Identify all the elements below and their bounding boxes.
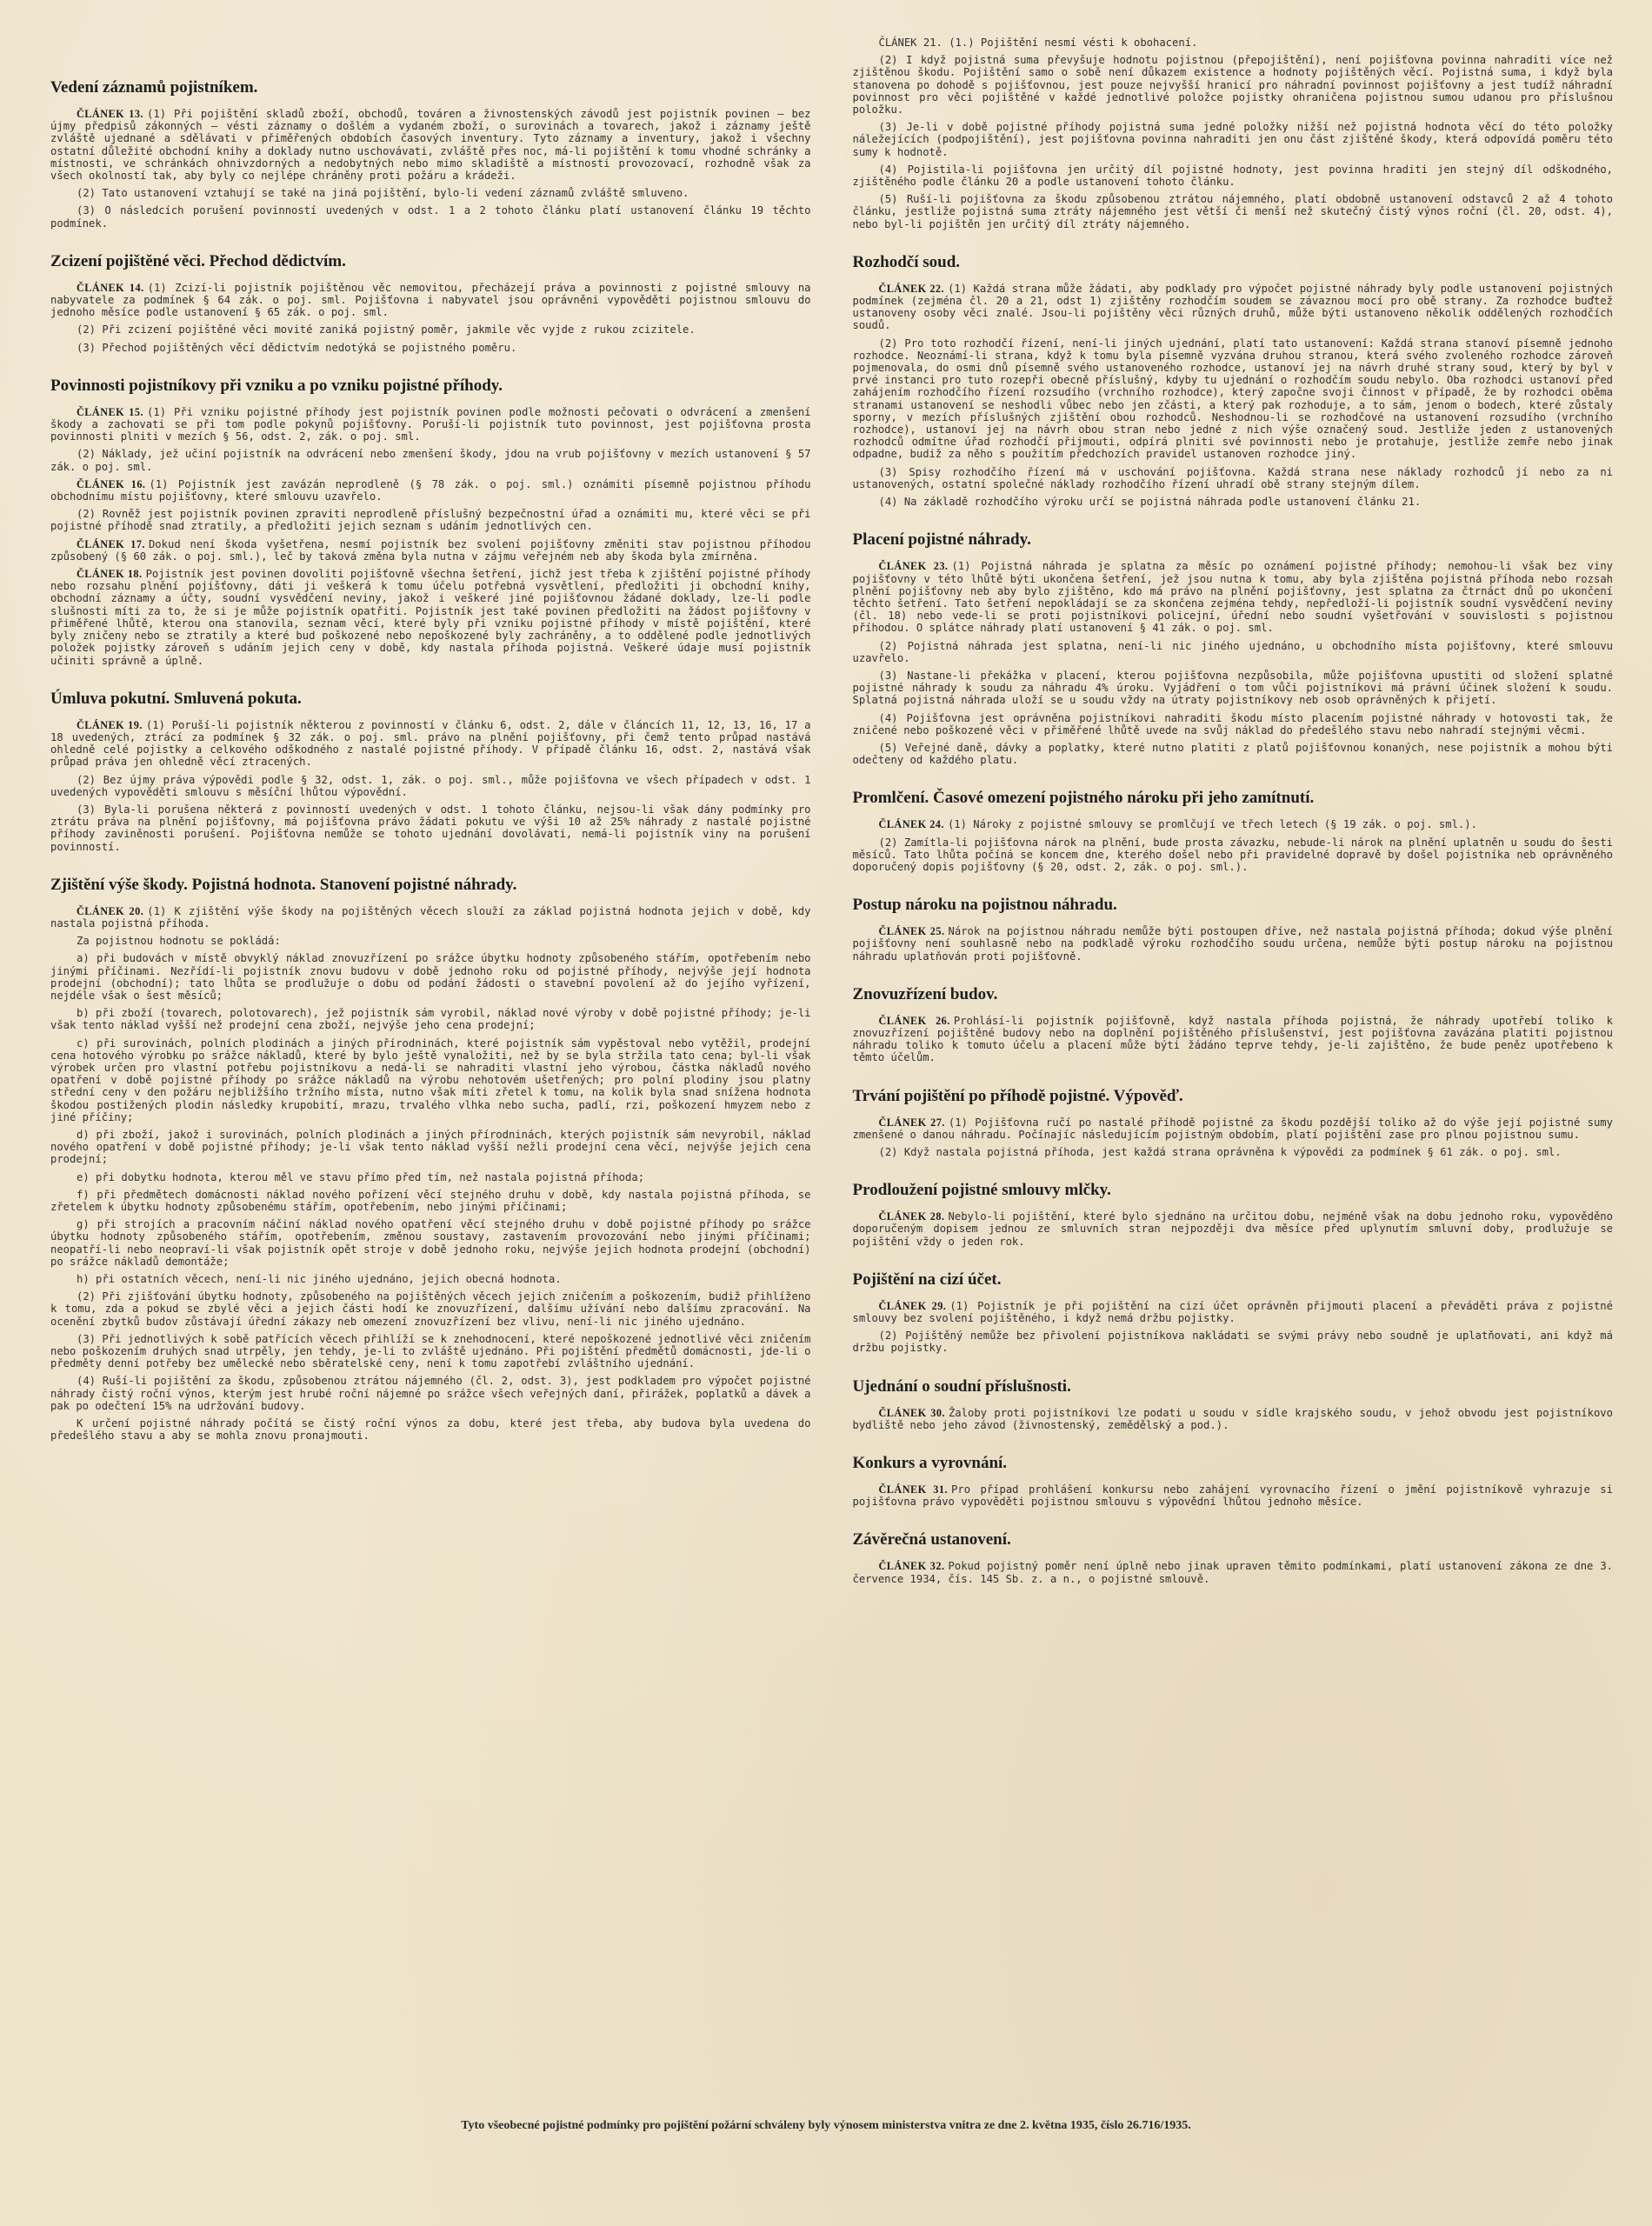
paragraph-text: (2) Pro toto rozhodčí řízení, není-li jiných ujednání, platí tato ustanovení: Každá strana stanoví písemně jednoho rozhodce. Neoznámí-li strana, když k tomu byla písemně vyzvána druhou stranou, která svého zvoleného rozhodce zároveň pojmenovala, do osmi dnů písemně svého ustanoveného rozhodce, ustanoví jej na návrh druhé strany soud, který by byl v prvé instanci pro tuto rozepři obecně příslušný, kdyby tu ujednání o rozhodčím soudu nebylo. Oba rozhodci ustanoví před zahájením rozhodčího řízení rozsudího (vrchního rozhodce), který započne svoji činnost v případě, že by rozhodci oběma stranami ustanovení se neshodli vůbec nebo jen zčásti, a který pak rozhoduje, a to sám, jenom o bodech, které zůstaly sporny, v mezích příslušných zjištění obou rozhodců. Neshodnou-li se rozhodčové na ustanovení rozsudího (vrchního rozhodce), ustanoví jej na návrh obou stran nebo jedné z nich výše označený soud. Jestliže jeden z ustanovených rozhodců odmítne úřad rozhodčí přijmouti, odpírá plniti své povinnosti nebo je protahuje, jestliže zemře nebo jinak odpadne, budiž za něho s použitím předchozích pravidel ustanoven rozhodce jiný. <box>852 337 1613 461</box>
paragraph <box>853 640 1614 664</box>
paragraph-text: (5) Ruší-li pojišťovna za škodu způsobenou ztrátou nájemného, platí obdobně ustanovení odstavců 2 až 4 tohoto článku, jestliže pojistná suma ztráty nájemného jest větší či menší než skutečný čistý výnos roční (čl. 20, odst. 4), nebo byl-li pojištěn jen určitý díl ztráty nájemného. <box>852 193 1613 230</box>
paragraph-text: (1) Každá strana může žádati, aby podklady pro výpočet pojistné náhrady byly podle ustanovení pojistných podmínek (zejména čl. 20 a 21, odst 1) zjištěny rozhodčím soudem se závaznou mocí pro obě strany. Za rozhodce buďtež ustanoveny osoby věci znalé. Jsou-li pojištěny věci různých druhů, může býti ustanoveno několik oddělených rozhodčích soudů. <box>852 282 1613 332</box>
paragraph-text: (3) Nastane-li překážka v placení, kterou pojišťovna nezpůsobila, může pojišťovna upustiti od složení splatné pojistné náhrady k soudu za náhradu 4% úroku. Vyjádření o tom vůči pojistníkovi má právní účinek složení k soudu. Splatná pojistná náhrada uloží se u soudu vždy na útraty pojistníkovy neb osob oprávněných k přijetí. <box>852 669 1613 707</box>
article-number: ČLÁNEK 32. <box>878 1560 945 1573</box>
paragraph-text: (3) O následcích porušení povinností uvedených v odst. 1 a 2 tohoto článku platí ustanovení článku 19 těchto podmínek. <box>50 204 811 230</box>
paragraph-text: (4) Ruší-li pojištění za škodu, způsobenou ztrátou nájemného (čl. 2, odst. 3), jest podkladem pro výpočet pojistné náhrady čistý roční výnos, kterým jest hrubé roční nájemné po srážce všech veřejných daní, přirážek, poplatků a dávek a pak po odečtení 15% na udržování budovy. <box>50 1375 811 1412</box>
section-heading-vedeni-zaznamu-pojistnikem: Vedení záznamů pojistníkem. <box>50 78 258 97</box>
article-number: ČLÁNEK 14. <box>77 281 144 294</box>
section-heading-pojisteni-na-cizi-ucet: Pojištění na cizí účet. <box>852 1270 1002 1289</box>
paragraph-text: Za pojistnou hodnotu se pokládá: <box>77 935 281 948</box>
paragraph <box>853 1015 1614 1064</box>
paragraph <box>50 1333 811 1370</box>
paragraph <box>50 108 811 182</box>
paragraph <box>50 1218 811 1268</box>
paragraph <box>853 54 1614 116</box>
paragraph <box>50 952 811 1002</box>
article-number: ČLÁNEK 15. <box>77 405 144 418</box>
section-heading-ujednani-o-soudni-prislusnosti: Ujednání o soudní příslušnosti. <box>852 1376 1071 1396</box>
paragraph <box>853 193 1614 230</box>
paragraph <box>50 568 811 667</box>
paragraph-text: (3) Při jednotlivých k sobě patřících věcech přihlíží se k znehodnocení, které nepoškozené jednotlivé věci zničením nebo poškozením druhých snad utrpěly, jen tehdy, je-li to zvláště ujednáno. Při pojištění předmětů domácnosti, jde-li o předměty denní potřeby bez umělecké nebo sběratelské ceny, není k tomu zapotřebí zvláštního ujednání. <box>50 1332 811 1370</box>
paragraph-text: Nárok na pojistnou náhradu nemůže býti postoupen dříve, než nastala pojistná příhoda; dokud výše plnění pojišťovny není souhlasně nebo na podkladě výroku rozhodčího soudu určena, nemůže býti postup nároku na pojistnou náhradu uplatňován proti pojišťovně. <box>852 925 1613 963</box>
paragraph-text: (2) Pojistná náhrada jest splatna, není-li nic jiného ujednáno, u obchodního místa pojišťovny, které smlouvu uzavřelo. <box>852 639 1613 664</box>
paragraph <box>50 803 811 853</box>
paragraph <box>853 1330 1614 1354</box>
paragraph-text: (1) Pojistná náhrada je splatna za měsíc po oznámení pojistné příhody; nemohou-li však bez viny pojišťovny v této lhůtě býti ukončena šetření, jež jsou nutna k tomu, aby byla zjištěna pojistná příhoda nebo rozsah plnění pojišťovny neb aby bylo zjištěno, kdo má právo na plnění pojišťovny, jest splatna za čtrnáct dnů po ukončení těchto šetření. Tato šetření nepokládají se za skončena zejména tehdy, nepředloží-li pojistník soudní vysvědčení neviny (čl. 18) nebo vede-li se proti pojistníkovi policejní, úřední nebo soudní vyšetřování v souvislosti s pojistnou příhodou. O splátce náhrady platí ustanovení § 41 zák. o poj. sml. <box>852 560 1613 635</box>
paragraph-text: Pojistník jest povinen dovoliti pojišťovně všechna šetření, jichž jest třeba k zjištění pojistné příhody nebo rozsahu plnění pojišťovny, dáti ji veškerá k tomu účelu potřebná vysvětlení, předložiti ji obchodní knihy, obchodní záznamy a účty, soudní vysvědčení neviny, jakož i veškeré jiné pojišťovnou žádané doklady, lze-li podle slušnosti míti za to, že si je může pojistník opatřiti. Pojistník jest také povinen předložiti na žádost pojišťovny v přiměřené lhůtě, kterou ona stanovila, seznam věcí, které byly při vzniku pojistné příhody v místě pojištění, které byly zničeny nebo se ztratily a které bud poškozené nebo nepoškozené byly zachráněny, a to oddělené podle jednotlivých položek pojistky zároveň s udáním jejich ceny v době, kdy nastala příhoda pojistná. Veškeré údaje musí pojistník učiniti správně a úplně. <box>50 568 811 667</box>
paragraph <box>50 1171 811 1183</box>
paragraph <box>50 774 811 798</box>
paragraph <box>853 560 1614 634</box>
paragraph <box>50 204 811 229</box>
section-heading-zcizeni-pojistene-veci-prechod-dedictvim: Zcizení pojištěné věci. Přechod dědictvím. <box>50 251 346 270</box>
paragraph-text: (4) Pojišťovna jest oprávněna pojistníkovi nahraditi škodu místo placením pojistné náhrady v hotovosti tak, že zničené nebo poškozené věci v přiměřené lhůtě uvede na svůj náklad do předešlého stavu nebo nahradí stejnými věcmi. <box>852 711 1613 736</box>
paragraph <box>50 935 811 947</box>
paragraph <box>853 818 1614 830</box>
section-heading-povinnosti-pojistnikovy-pri-vzniku-a-po-: Povinnosti pojistníkovy při vzniku a po vzniku pojistné příhody. <box>50 376 503 395</box>
paragraph <box>853 1116 1614 1141</box>
paragraph-text: (3) Byla-li porušena některá z povinností uvedených v odst. 1 tohoto článku, nejsou-li však dány podmínky pro ztrátu práva na plnění pojišťovny, má pojišťovna právo žádati pokutu ve výši 10 až 25% náhrady z nastalé pojistné příhody zaviněnosti porušení. Pojišťovna nemůže se tohoto ujednání dovolávati, nemá-li pojistník viny na porušení povinností. <box>50 803 811 853</box>
paragraph-text: Pro případ prohlášení konkursu nebo zahájení vyrovnacího řízení o jmění pojistníkově vyhrazuje si pojišťovna právo vypověděti pojistnou smlouvu s výpovědní lhůtou jednoho měsíce. <box>852 1483 1613 1509</box>
paragraph-text: (2) Tato ustanovení vztahují se také na jiná pojištění, bylo-li vedení záznamů zvláště smluveno. <box>77 187 689 200</box>
paragraph <box>853 466 1614 490</box>
article-number: ČLÁNEK 20. <box>77 904 144 917</box>
paragraph-text: (2) Zamítla-li pojišťovna nárok na plnění, bude prosta závazku, nebude-li nárok na plnění uplatněn u soudu do šesti měsíců. Tato lhůta počíná se koncem dne, kterého došel nebo při pravidelné dopravě by došel pojistníka neb oprávněného doporučený dopis pojišťovny (§ 20, odst. 2, zák. o poj. sml.). <box>852 836 1613 873</box>
paragraph-text: (3) Přechod pojištěných věcí dědictvím nedotýká se pojistného poměru. <box>77 341 517 354</box>
paragraph <box>853 37 1614 49</box>
paragraph <box>50 538 811 563</box>
article-number: ČLÁNEK 16. <box>77 477 146 490</box>
paragraph-text: e) při dobytku hodnota, kterou měl ve stavu přímo před tím, než nastala pojistná příhoda; <box>77 1170 645 1183</box>
paragraph-text: (1) Nároky z pojistné smlouvy se promlčují ve třech letech (§ 19 zák. o poj. sml.). <box>947 818 1477 831</box>
paragraph-text: (1) Pojistník je při pojištění na cizí účet oprávněn přijmouti placení a převáděti práva z pojistné smlouvy bez svolení pojištěného, i když nemá držbu pojistky. <box>852 1299 1613 1324</box>
paragraph-text: (1) Pojistník jest zavázán neprodleně (§ 78 zák. o poj. sml.) oznámiti písemně pojistnou příhodu obchodnímu místu pojišťovny, které smlouvu uzavřelo. <box>50 477 811 503</box>
paragraph-text: (3) Je-li v době pojistné příhody pojistná suma jedné položky nižší než pojistná hodnota věcí do této položky náležejících (podpojištění), jest pojišťovna povinna nahraditi jen onu část zjištěné škody, která odpovídá poměru této sumy k hodnotě. <box>852 121 1613 158</box>
paragraph-text: (2) Když nastala pojistná příhoda, jest každá strana oprávněna k výpovědi za podmínek § 61 zák. o poj. sml. <box>878 1145 1562 1158</box>
paragraph-text: (1) K zjištění výše škody na pojištěných věcech slouží za základ pojistná hodnota jejich v době, kdy nastala pojistná příhoda. <box>50 904 811 930</box>
article-number: ČLÁNEK 29. <box>878 1299 947 1312</box>
paragraph-text: (1) Při vzniku pojistné příhody jest pojistník povinen podle možnosti pečovati o odvrácení a zmenšení škody a zachovati se při tom podle pokynů pojišťovny. Poruší-li pojistník tuto povinnost, jest pojišťovna prosta povinnosti plniti v mezích § 56, odst. 2, zák. o poj. sml. <box>50 405 811 443</box>
paragraph-text: (4) Pojistila-li pojišťovna jen určitý díl pojistné hodnoty, jest povinna hraditi jen stejný díl odškodného, zjištěného podle článku 20 a podle ustanovení tohoto článku. <box>852 163 1613 189</box>
article-number: ČLÁNEK 23. <box>878 560 949 573</box>
article-number: ČLÁNEK 28. <box>878 1210 945 1223</box>
section-heading-zjisteni-vyse-skody-pojistna-hodnota-sta: Zjištění výše škody. Pojistná hodnota. Stanovení pojistné náhrady. <box>50 875 517 894</box>
paragraph <box>853 925 1614 963</box>
paragraph-text: (3) Spisy rozhodčího řízení má v uschování pojišťovna. Každá strana nese náklady rozhodců jí nebo za ni ustanovených, ostatní společné náklady rozhodčího řízení uhradí obě strany stejným dílem. <box>852 465 1613 490</box>
paragraph <box>853 1483 1614 1508</box>
paragraph-text: c) při surovinách, polních plodinách a jiných přírodninách, které pojistník sám vypěstoval nebo vytěžil, prodejní cena hotového výrobku po srážce nákladů, které by bylo ještě vynaložiti, než by se byla stržila tato cena; byl-li však výrobek určen pro vlastní potřebu pojistníkovu a nedá-li se nahraditi vlastní jeho výrobou, částka nákladů nového opatření v době pojistné příhody po srážce nákladů na výrobu nehotovém ušetřených; pro polní plodiny jsou platny střední ceny v den požáru nejbližšího tržního místa, nutno však míti zřetel k tomu, na kolik byla snad snížena hodnota škodou postižených plodin následky krupobití, mrazu, trvalého vlhka nebo sucha, padlí, rzi, poškození hmyzem nebo z jiné příčiny; <box>50 1036 811 1123</box>
paragraph <box>50 1375 811 1412</box>
paragraph <box>50 448 811 472</box>
paragraph <box>50 187 811 199</box>
article-number: ČLÁNEK 27. <box>878 1116 945 1129</box>
paragraph-text: (1) Zcizí-li pojistník pojištěnou věc nemovitou, přecházejí práva a povinnosti z pojistné smlouvy na nabyvatele za podmínek § 64 zák. o poj. sml. Pojišťovna i nabyvatel jsou oprávněni vypověděti pojistnou smlouvu do jednoho měsíce podle ustanovení § 65 zák. o poj. sml. <box>50 281 811 319</box>
paragraph-text: K určení pojistné náhrady počítá se čistý roční výnos za dobu, které jest třeba, aby budova byla uvedena do předešlého stavu a aby se mohla znovu pronajmouti. <box>50 1417 811 1443</box>
paragraph <box>853 1407 1614 1431</box>
section-heading-postup-naroku-na-pojistnou-nahradu: Postup nároku na pojistnou náhradu. <box>852 896 1117 915</box>
paragraph-text: (2) I když pojistná suma převyšuje hodnotu pojistnou (přepojištění), není pojišťovna povinna nahraditi více než zjištěnou škodu. Pojištění samo o sobě není důkazem existence a hodnoty pojištěných věcí. Pojistná suma, i když byla stanovena po dohodě s pojišťovnou, jest pouze nejvyšší hranicí pro náhradní povinnost pojišťovny a jest tudíž náhradní povinnost pro věci pojištěné v každé jednotlivé položce pojistky ohraničena pojistnou sumou udanou pro příslušnou položku. <box>852 54 1613 117</box>
section-heading-zaverecna-ustanoveni: Závěrečná ustanovení. <box>852 1530 1011 1550</box>
article-number: ČLÁNEK 24. <box>878 818 944 831</box>
paragraph-text: (2) Náklady, jež učiní pojistník na odvrácení nebo zmenšení škody, jdou na vrub pojišťovny v mezích ustanovení § 57 zák. o poj. sml. <box>50 448 811 473</box>
paragraph-text: b) při zboží (tovarech, polotovarech), jež pojistník sám vyrobil, náklad nové výroby v době pojistné příhody; je-li však tento náklad vyšší než prodejní cena zboží, nejvýše jeho cena prodejní; <box>50 1007 811 1032</box>
paragraph <box>50 1007 811 1031</box>
paragraph-text: (1) Pojišťovna ručí po nastalé příhodě pojistné za škodu pozdější toliko až do výše její pojistné sumy zmenšené o danou náhradu. Počínajíc následujícím pojistným obdobím, platí pojištění zase pro plnou pojistnou sumu. <box>852 1116 1613 1141</box>
paragraph-text: Pokud pojistný poměr není úplně nebo jinak upraven těmito podmínkami, platí ustanovení zákona ze dne 3. července 1934, čís. 145 Sb. z. a n., o pojistné smlouvě. <box>852 1560 1613 1585</box>
paragraph <box>853 1560 1614 1584</box>
paragraph-text: (2) Rovněž jest pojistník povinen zpraviti neprodleně příslušný bezpečnostní úřad a oznámiti mu, které věci se při pojistné příhodě snad ztratily, a předložiti jejich seznam s udáním jednotlivých cen. <box>50 508 811 533</box>
paragraph <box>853 712 1614 736</box>
section-heading-prodlouzeni-pojistne-smlouvy-mlcky: Prodloužení pojistné smlouvy mlčky. <box>852 1181 1111 1200</box>
article-number: ČLÁNEK 26. <box>878 1014 950 1027</box>
section-heading-trvani-pojisteni-po-prihode-pojistne-vyp: Trvání pojištění po příhodě pojistné. Výpověď. <box>852 1086 1183 1105</box>
paragraph <box>50 508 811 532</box>
paragraph <box>50 1273 811 1285</box>
paragraph-text: Prohlásí-li pojistník pojišťovně, když nastala příhoda pojistná, že náhrady upotřebí toliko k znovuzřízení pojištěné budovy nebo na doplnění pojištěného příslušenství, jest pojišťovna zavázána platiti pojistnou náhradu toliko k tomuto účelu a placení může býti žádáno teprve tehdy, je-li zajištěno, že bude peněz upotřebeno k těmto účelům. <box>852 1014 1613 1064</box>
paragraph <box>50 342 811 354</box>
paragraph <box>853 121 1614 158</box>
right-column <box>853 37 1614 1590</box>
paragraph-text: d) při zboží, jakož i surovinách, polních plodinách a jiných přírodninách, kterých pojistník sám nevyrobil, náklad nového opatření v době pojistné příhody; je-li však tento náklad vyšší nežli prodejní cena věcí, nejvýše jejich cena prodejní; <box>50 1128 811 1166</box>
paragraph <box>853 496 1614 508</box>
paragraph <box>853 1146 1614 1158</box>
paragraph <box>853 337 1614 461</box>
paragraph-text: h) při ostatních věcech, není-li nic jiného ujednáno, jejich obecná hodnota. <box>77 1273 562 1286</box>
paragraph <box>50 406 811 443</box>
paragraph <box>50 323 811 336</box>
article-number: ČLÁNEK 25. <box>878 925 945 938</box>
paragraph-text: a) při budovách v místě obvyklý náklad znovuzřízení po srážce úbytku hodnoty způsobeného stářím, opotřebením nebo jinými příčinami. Nezřídí-li pojistník znovu budovu v době jednoho roku od pojistné příhody, nejvýše její hodnota prodejní (obchodní); tato lhůta se prodlužuje o dobu od podání žádosti o stavební povolení až do jejího vyřízení, nejdéle však o šest měsíců; <box>50 952 811 1002</box>
paragraph-text: (2) Bez újmy práva výpovědi podle § 32, odst. 1, zák. o poj. sml., může pojišťovna ve všech případech v odst. 1 uvedených vypověděti smlouvu s měsíční lhůtou výpovědní. <box>50 773 811 798</box>
paragraph <box>853 670 1614 707</box>
paragraph-text: (4) Na základě rozhodčího výroku určí se pojistná náhrada podle ustanovení článku 21. <box>878 496 1422 509</box>
paragraph <box>50 905 811 930</box>
paragraph <box>50 1129 811 1166</box>
paragraph <box>853 163 1614 188</box>
paragraph-text: (1) Při pojištění skladů zboží, obchodů, továren a živnostenských závodů jest pojistník povinen — bez újmy předpisů zákonných — vésti záznamy o došlém a vydaném zboží, o surovinách a tovarech, jakož i záznamy ještě zvláště ujednané a sdělávati v přiměřených obdobích časových inventury. Tyto záznamy a inventury, jakož i všechny ostatní důležité obchodní knihy a doklady nutno uschovávati, zvláště přes noc, má-li pojištění k tomu vhodné schránky a místnosti, ve schránkách ohnivzdorných a nedobytných nebo mimo skladiště a místnosti provozovací, rozhodně však za všech okolností tak, aby byly co nejlépe chráněny proti požáru a krádeži. <box>50 108 811 183</box>
paragraph-text: ČLÁNEK 21. (1.) Pojištění nesmí vésti k obohacení. <box>878 37 1198 49</box>
paragraph-text: g) při strojích a pracovním náčiní náklad nového opatření věcí stejného druhu v době pojistné příhody po srážce úbytku hodnoty způsobeného stářím, opotřebením, změnou soustavy, zastavením provozování nebo jinými příčinami; neopatří-li nebo neopraví-li však pojistník opět stroje v době jednoho roku, nejvýše jejich hodnota prodejní (obchodní) po srážce nákladů demontáže; <box>50 1218 811 1268</box>
paragraph <box>50 1189 811 1213</box>
paragraph-text: (5) Veřejné daně, dávky a poplatky, které nutno platiti z platů pojišťovnou konaných, nese pojistník a mohou býti odečteny od každého platu. <box>852 741 1613 767</box>
paragraph <box>853 1210 1614 1248</box>
paragraph <box>853 742 1614 766</box>
section-heading-rozhodci-soud: Rozhodčí soud. <box>852 252 961 271</box>
paragraph-text: (2) Pojištěný nemůže bez přivolení pojistníkova nakládati se svými právy nebo soudně je uplatňovati, ani když má držbu pojistky. <box>852 1330 1613 1355</box>
paragraph <box>50 478 811 503</box>
article-number: ČLÁNEK 22. <box>878 282 945 295</box>
paragraph <box>50 282 811 319</box>
article-number: ČLÁNEK 30. <box>878 1406 945 1419</box>
footer-note: Tyto všeobecné pojistné podmínky pro pojištění požární schváleny byly výnosem ministerstva vnitra ze dne 2. května 1935, číslo 26.716/1935. <box>461 2119 1191 2132</box>
article-number: ČLÁNEK 13. <box>77 108 144 120</box>
paragraph-text: (1) Poruší-li pojistník některou z povinností v článku 6, odst. 2, dále v článcích 11, 12, 13, 16, 17 a 18 uvedených, ztrácí za podmínek § 32 zák. o poj. sml. právo na plnění pojišťovny, při čemž tento průpad nastává ohledně celé pojistky a celkového odškodného z nastalé pojistné příhody. V případě článku 16, odst. 2, nastává však průpad práva jen ohledně věcí ztracených. <box>50 718 811 769</box>
left-column <box>50 78 811 1590</box>
paragraph-text: (2) Při zcizení pojištěné věci movité zaniká pojistný poměr, jakmile věc vyjde z rukou zcizitele. <box>77 323 696 337</box>
article-number: ČLÁNEK 31. <box>878 1483 949 1496</box>
paragraph <box>853 836 1614 874</box>
paragraph-text: f) při předmětech domácnosti náklad nového pořízení věcí stejného druhu v době, kdy nastala pojistná příhoda, se zřetelem k úbytku hodnoty způsobenému stářím, opotřebením, nebo jinými příčinami; <box>50 1188 811 1213</box>
section-heading-umluva-pokutni-smluvena-pokuta: Úmluva pokutní. Smluvená pokuta. <box>50 689 302 708</box>
paragraph-text: Nebylo-li pojištění, které bylo sjednáno na určitou dobu, nejméně však na dobu jednoho roku, vypověděno doporučeným dopisem jednou ze smluvních stran nejpozději dva měsíce před uplynutím smluvní doby, prodlužuje se pojištění vždy o jeden rok. <box>852 1210 1613 1248</box>
section-heading-promlceni-casove-omezeni-pojistneho-naro: Promlčení. Časové omezení pojistného nároku při jeho zamítnutí. <box>852 789 1315 808</box>
paragraph-text: Žaloby proti pojistníkovi lze podati u soudu v sídle krajského soudu, v jehož obvodu jest pojistníkovo bydliště nebo jeho závod (živnostenský, zemědělský a pod.). <box>852 1406 1613 1431</box>
columns <box>50 37 1613 1590</box>
paragraph <box>50 1290 811 1328</box>
paragraph <box>50 1417 811 1442</box>
paragraph-text: (2) Při zjišťování úbytku hodnoty, způsobeného na pojištěných věcech jejich zničením a poškozením, budiž přihlíženo k tomu, zda a pokud se zbylé věci a jejich části hodí ke znovuzřízení, dalšímu užívání nebo dalšímu zpracování. Na ocenění zbytků budov zůstávají úřední zákazy neb omezení znovuzřízení bez vlivu, není-li nic jiného ujednáno. <box>50 1290 811 1328</box>
article-number: ČLÁNEK 17. <box>77 537 145 550</box>
paragraph <box>50 719 811 769</box>
section-heading-konkurs-a-vyrovnani: Konkurs a vyrovnání. <box>852 1454 1008 1473</box>
paragraph <box>50 1037 811 1123</box>
paragraph <box>853 1300 1614 1324</box>
article-number: ČLÁNEK 19. <box>77 718 143 731</box>
article-number: ČLÁNEK 18. <box>77 568 143 581</box>
paragraph-text: Dokud není škoda vyšetřena, nesmí pojistník bez svolení pojišťovny změniti stav pojistnou příhodou způsobený (§ 60 zák. o poj. sml.), leč by taková změna byla nutna v zájmu veřejném neb aby škoda byla zmírněna. <box>50 537 811 563</box>
section-heading-znovuzrizeni-budov: Znovuzřízení budov. <box>852 984 998 1003</box>
section-heading-placeni-pojistne-nahrady: Placení pojistné náhrady. <box>852 530 1031 550</box>
paragraph <box>853 283 1614 332</box>
